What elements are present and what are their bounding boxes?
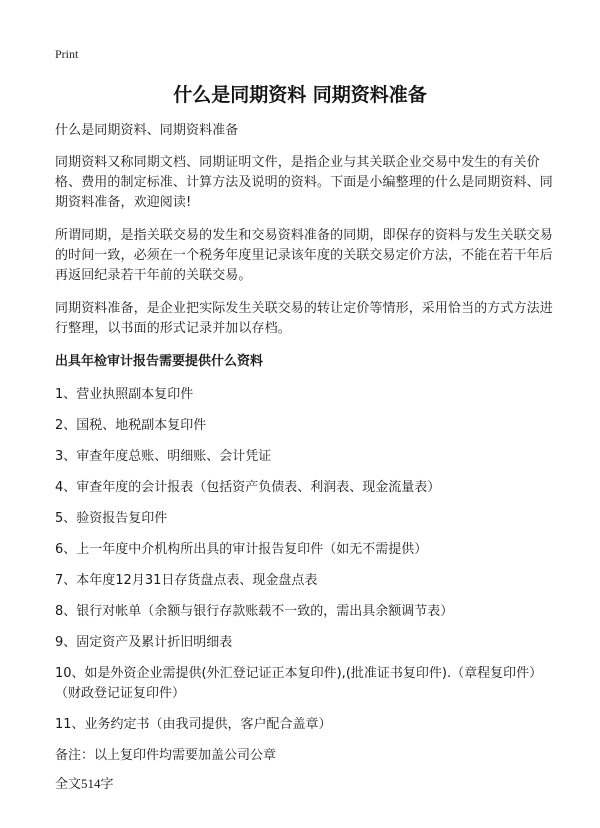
list-item: 9、固定资产及累计折旧明细表 [55,635,233,650]
article-body [55,121,553,794]
list-item: 8、银行对帐单（余额与银行存款账载不一致的，需出具余额调节表） [55,604,454,619]
list-item: 10、如是外资企业需提供(外汇登记证正本复印件),(批准证书复印件).（章程复印件）（财政登记证复印件） [55,666,543,701]
paragraph-preparation: 同期资料准备，是企业把实际发生关联交易的转让定价等情形，采用恰当的方式方法进行整理，以书面的形式记录并加以存档。 [55,301,553,336]
list-item: 2、国税、地税副本复印件 [55,418,207,433]
paragraph-contemporaneous: 所谓同期，是指关联交易的发生和交易资料准备的同期，即保存的资料与发生关联交易的时间一致，必须在一个税务年度里记录该年度的关联交易定价方法，不能在若干年后再返回纪录若干年前的关联交易。 [55,228,553,283]
page-title: 什么是同期资料 同期资料准备 [173,84,427,106]
required-documents-list [55,385,553,735]
article-subtitle: 什么是同期资料、同期资料准备 [55,123,239,138]
list-item: 11、业务约定书（由我司提供，客户配合盖章） [55,717,332,732]
paragraph-definition: 同期资料又称同期文档、同期证明文件，是指企业与其关联企业交易中发生的有关价格、费用的制定标准、计算方法及说明的资料。下面是小编整理的什么是同期资料、同期资料准备，欢迎阅读! [55,155,553,210]
word-count: 全文514字 [55,776,114,791]
print-link[interactable]: Print [55,47,79,61]
list-item: 5、验资报告复印件 [55,511,168,526]
list-item: 6、上一年度中介机构所出具的审计报告复印件（如无不需提供） [55,542,428,557]
list-item: 3、审查年度总账、明细账、会计凭证 [55,449,272,464]
note-text: 备注：以上复印件均需要加盖公司公章 [55,748,277,763]
section-heading: 出具年检审计报告需要提供什么资料 [55,354,264,369]
list-item: 4、审查年度的会计报表（包括资产负债表、利润表、现金流量表） [55,480,441,495]
list-item: 1、营业执照副本复印件 [55,387,194,402]
list-item: 7、本年度12月31日存货盘点表、现金盘点表 [55,573,318,588]
